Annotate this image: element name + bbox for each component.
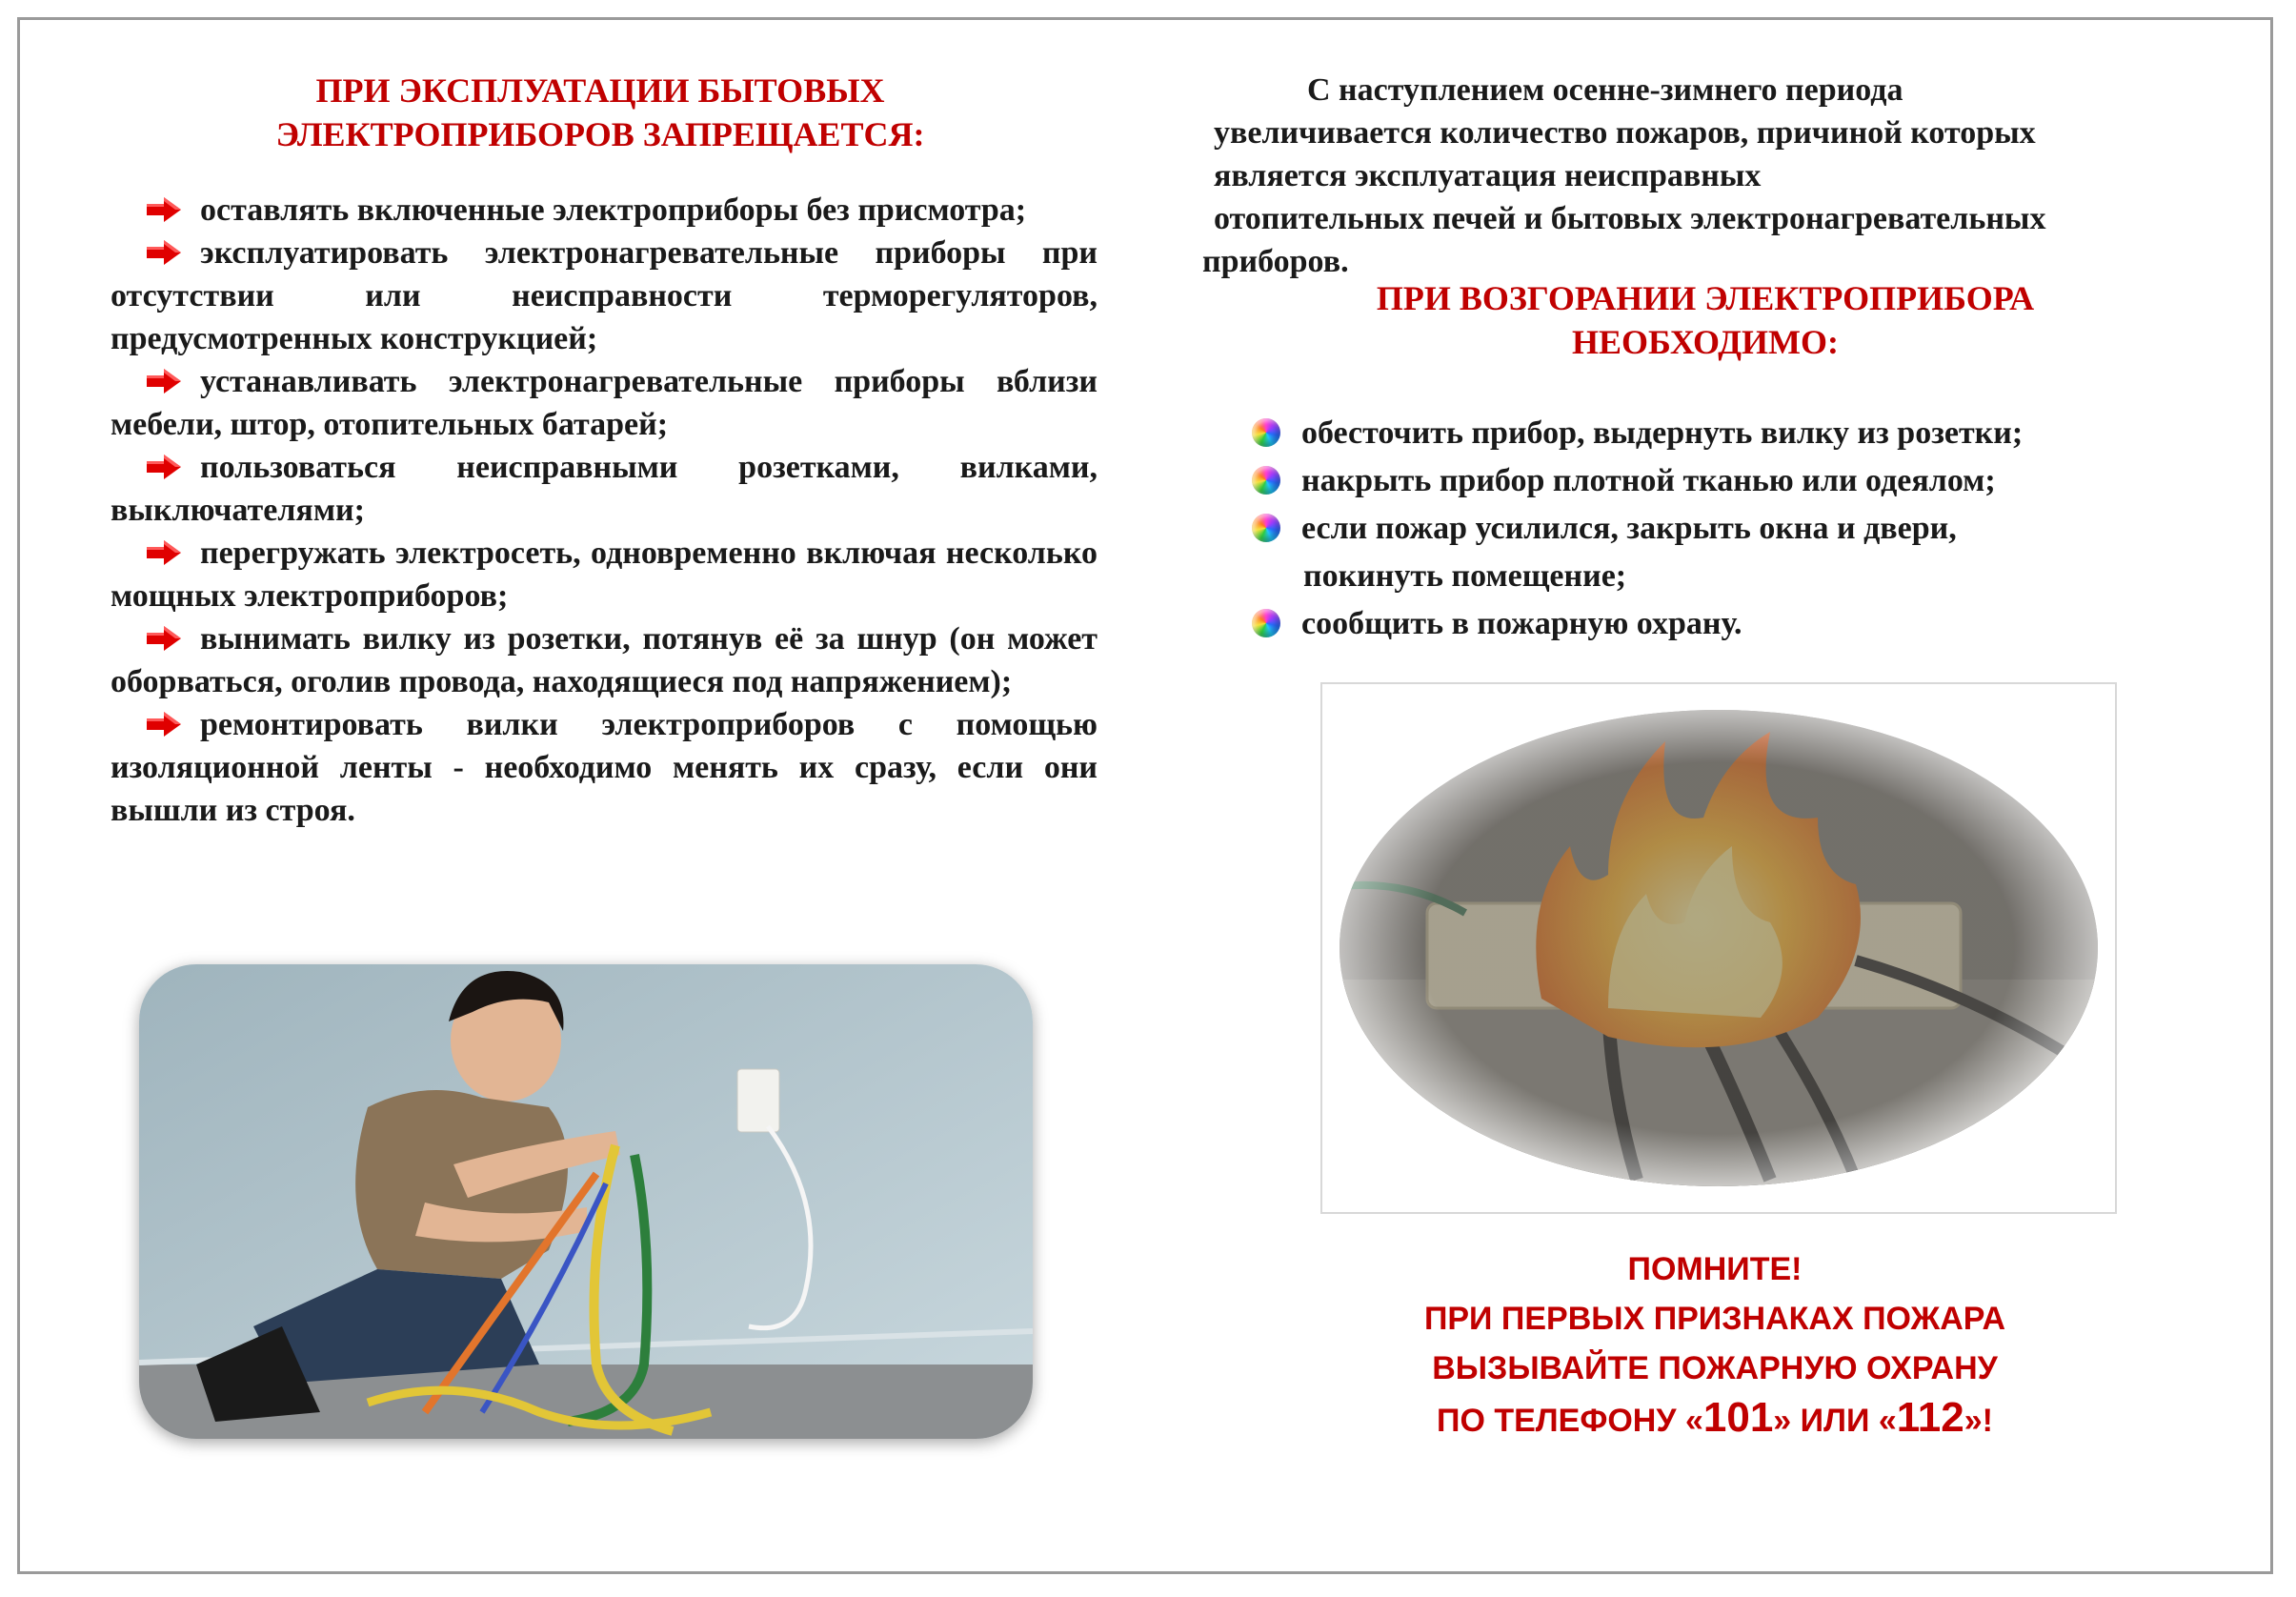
list-item: пользоваться неисправными розетками, вилками, выключателями; bbox=[111, 450, 1098, 528]
list-item: ремонтировать вилки электроприборов с помощью изоляционной ленты - необходимо менять их сразу, если они вышли из строя. bbox=[111, 707, 1098, 828]
phone-suffix: »! bbox=[1964, 1403, 1993, 1439]
list-item-continuation: покинуть помещение; bbox=[1303, 558, 1627, 594]
list-item: перегружать электросеть, одновременно включая несколько мощных электроприборов; bbox=[111, 536, 1098, 614]
color-ball-icon bbox=[1252, 609, 1280, 637]
list-item: обесточить прибор, выдернуть вилку из розетки; bbox=[1252, 410, 2185, 457]
red-arrow-icon bbox=[147, 369, 181, 394]
phone-line bbox=[1239, 1393, 2191, 1445]
red-arrow-icon bbox=[147, 712, 181, 737]
list-item: оставлять включенные электроприборы без присмотра; bbox=[111, 189, 1098, 232]
right-heading bbox=[1229, 276, 2182, 364]
intro-line: отопительных печей и бытовых электронагревательных bbox=[1214, 201, 2046, 236]
red-arrow-icon bbox=[147, 626, 181, 651]
left-heading bbox=[105, 69, 1096, 156]
list-item: накрыть прибор плотной тканью или одеялом; bbox=[1252, 457, 2185, 505]
remember-callout bbox=[1239, 1244, 2191, 1445]
remember-line: ПРИ ПЕРВЫХ ПРИЗНАКАХ ПОЖАРА bbox=[1423, 1301, 2006, 1337]
list-item: вынимать вилку из розетки, потянув её за шнур (он может оборваться, оголив провода, находящиеся под напряжением); bbox=[111, 621, 1098, 699]
color-ball-icon bbox=[1252, 466, 1280, 495]
phone-mid: » ИЛИ « bbox=[1773, 1403, 1897, 1439]
red-arrow-icon bbox=[147, 455, 181, 479]
man-with-wires-photo bbox=[139, 964, 1033, 1439]
intro-line: является эксплуатация неисправных bbox=[1214, 158, 1762, 193]
list-item: устанавливать электронагревательные приборы вблизи мебели, штор, отопительных батарей; bbox=[111, 364, 1098, 442]
intro-line: С наступлением осенне-зимнего периода bbox=[1307, 72, 1903, 108]
phone-number-101: 101 bbox=[1702, 1394, 1774, 1441]
color-ball-icon bbox=[1252, 418, 1280, 447]
color-ball-icon bbox=[1252, 514, 1280, 542]
right-heading-line2: НЕОБХОДИМО: bbox=[1571, 323, 1840, 361]
remember-title: ПОМНИТЕ! bbox=[1627, 1251, 1803, 1287]
intro-paragraph bbox=[1202, 69, 2193, 283]
left-heading-line2: ЭЛЕКТРОПРИБОРОВ ЗАПРЕЩАЕТСЯ: bbox=[275, 115, 925, 153]
red-arrow-icon bbox=[147, 540, 181, 565]
right-heading-line1: ПРИ ВОЗГОРАНИИ ЭЛЕКТРОПРИБОРА bbox=[1376, 279, 2035, 317]
prohibited-list bbox=[111, 189, 1098, 832]
left-heading-line1: ПРИ ЭКСПЛУАТАЦИИ БЫТОВЫХ bbox=[315, 71, 885, 110]
red-arrow-icon bbox=[147, 197, 181, 222]
remember-line: ВЫЗЫВАЙТЕ ПОЖАРНУЮ ОХРАНУ bbox=[1432, 1350, 1998, 1386]
red-arrow-icon bbox=[147, 240, 181, 265]
phone-prefix: ПО ТЕЛЕФОНУ « bbox=[1437, 1403, 1703, 1439]
list-item: если пожар усилился, закрыть окна и двери, bbox=[1252, 505, 2185, 553]
intro-line: увеличивается количество пожаров, причиной которых bbox=[1214, 115, 2036, 151]
actions-list bbox=[1252, 410, 2185, 648]
list-item: сообщить в пожарную охрану. bbox=[1252, 600, 2185, 648]
intro-line: приборов. bbox=[1202, 244, 1349, 279]
burning-power-strip-photo bbox=[1320, 682, 2117, 1214]
phone-number-112: 112 bbox=[1896, 1394, 1964, 1441]
list-item: эксплуатировать электронагревательные приборы при отсутствии или неисправности терморегуляторов, предусмотренных конструкцией; bbox=[111, 235, 1098, 356]
